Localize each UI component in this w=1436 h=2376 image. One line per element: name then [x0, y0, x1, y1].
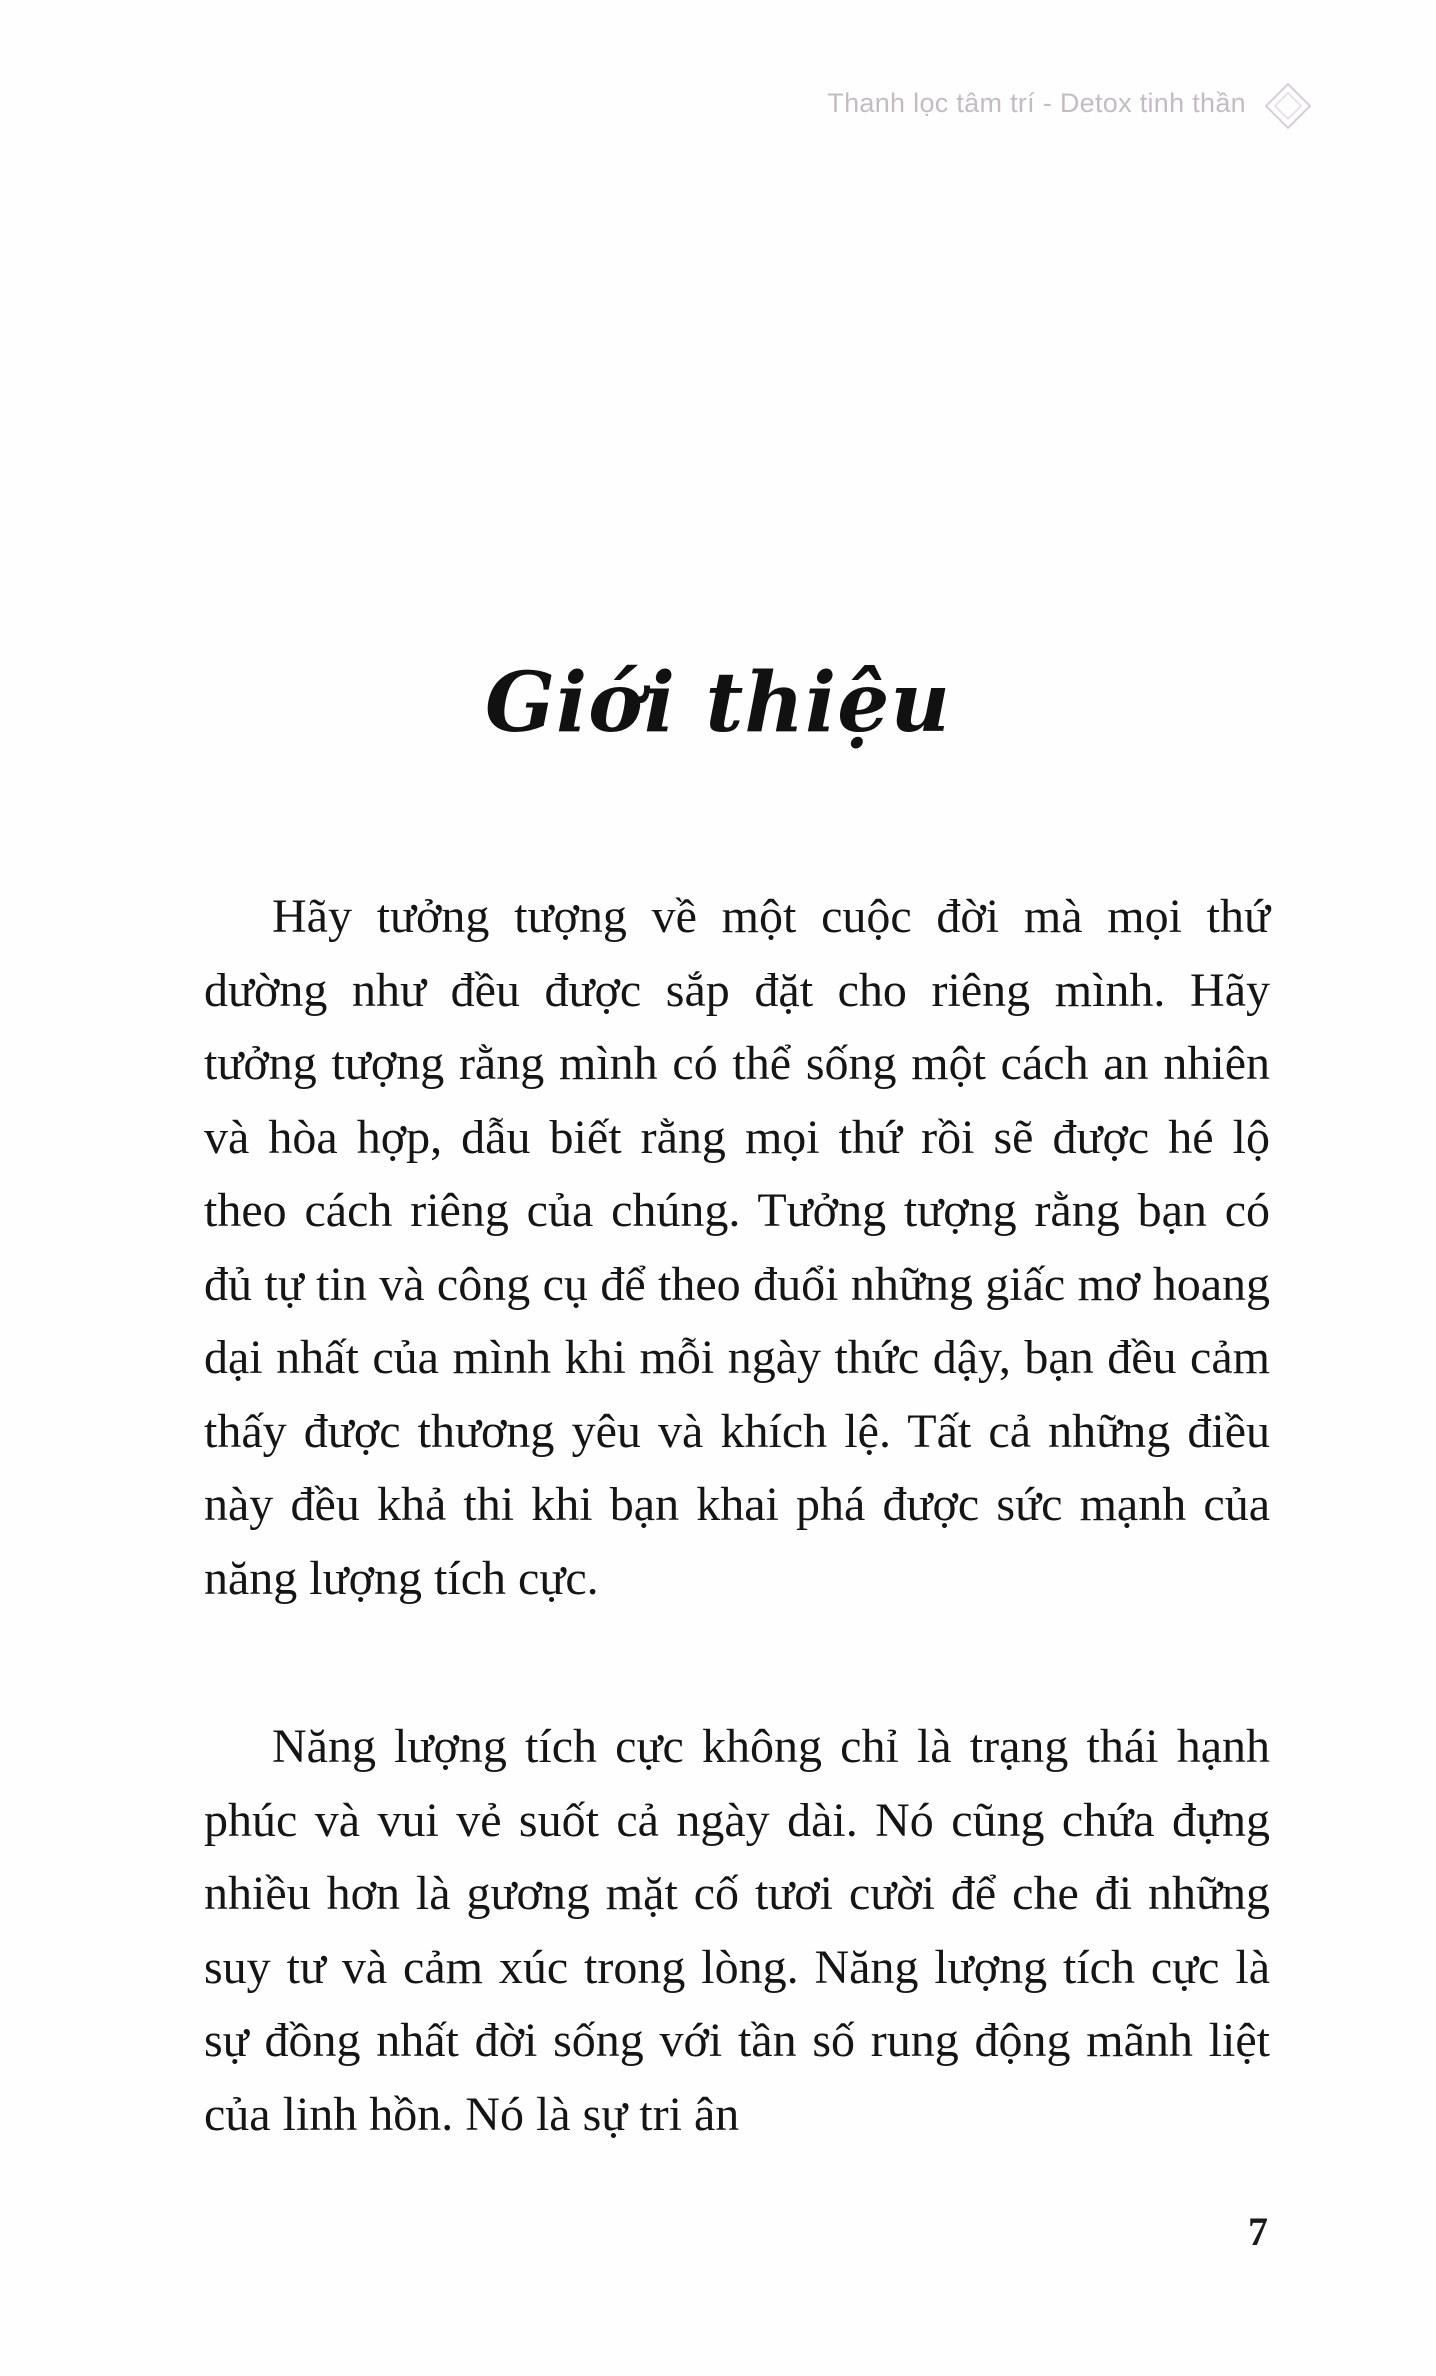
body-paragraph-2: Năng lượng tích cực không chỉ là trạng thái hạnh phúc và vui vẻ suốt cả ngày dài. Nó cũng chứa đựng nhiều hơn là gương mặt cố tươi cười để che đi những suy tư và cảm xúc trong lòng. Năng lượng tích cực là sự đồng nhất đời sống với tần số rung động mãnh liệt của linh hồn. Nó là sự tri ân [204, 1720, 1270, 2141]
body-paragraph-1: Hãy tưởng tượng về một cuộc đời mà mọi thứ dường như đều được sắp đặt cho riêng mình. Hãy tưởng tượng rằng mình có thể sống một cách an nhiên và hòa hợp, dẫu biết rằng mọi thứ rồi sẽ được hé lộ theo cách riêng của chúng. Tưởng tượng rằng bạn có đủ tự tin và công cụ để theo đuổi những giấc mơ hoang dại nhất của mình khi mỗi ngày thức dậy, bạn đều cảm thấy được thương yêu và khích lệ. Tất cả những điều này đều khả thi khi bạn khai phá được sức mạnh của năng lượng tích cực. [204, 890, 1270, 1605]
chapter-title: Giới thiệu [484, 654, 951, 751]
running-header: Thanh lọc tâm trí - Detox tinh thần [827, 88, 1246, 118]
diamond-ornament-icon [1262, 80, 1314, 132]
page-number: 7 [1248, 2209, 1268, 2254]
